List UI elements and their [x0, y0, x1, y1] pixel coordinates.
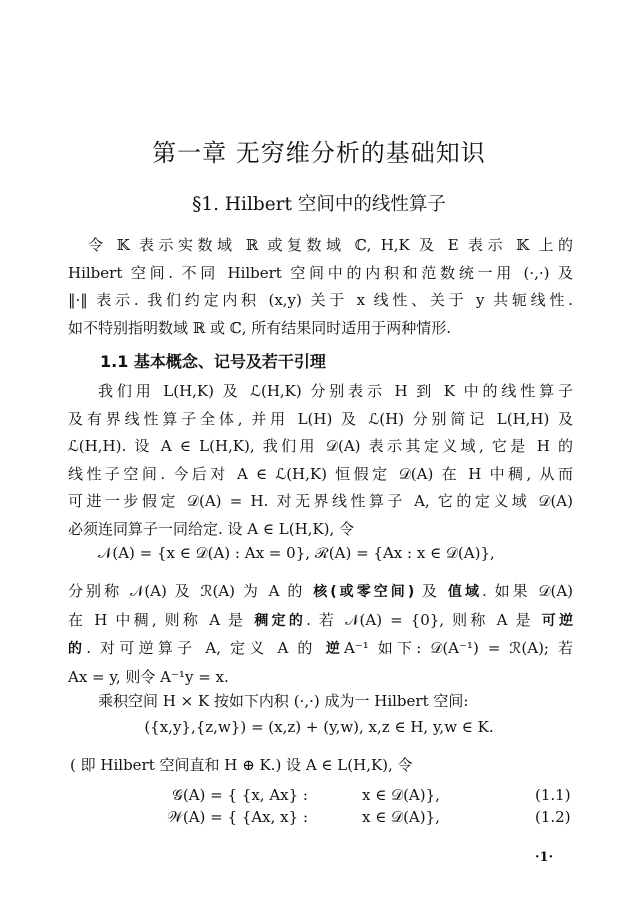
text-run: A⁻¹ 如下: 𝒟(A⁻¹) = ℛ(A); 若 — [343, 639, 574, 658]
para-line: 我们用 L(H,K) 及 ℒ(H,K) 分别表示 H 到 K 中的线性算子 — [98, 382, 573, 400]
text-run: 在 H 中稠, 则称 A 是 — [68, 610, 255, 629]
para-line — [68, 607, 573, 636]
equation-text: 𝒩(A) = {x ∈ 𝒟(A) : Ax = 0}, ℛ(A) = {Ax : x ∈ 𝒟(A)}, — [98, 544, 495, 562]
text-run: . 如果 𝒟(A) — [482, 582, 574, 600]
text-run: . 对可逆算子 A, 定义 A 的 — [86, 639, 326, 658]
para-line: ( 即 Hilbert 空间直和 H ⊕ K.) 设 A ∈ L(H,K), 令 — [70, 756, 413, 774]
intro-paragraph — [68, 232, 573, 342]
para-line: 乘积空间 H × K 按如下内积 (·,·) 成为一 Hilbert 空间: — [98, 692, 469, 710]
text-run: 及 — [414, 582, 448, 600]
para-line: 线性子空间. 今后对 A ∈ ℒ(H,K) 恒假定 𝒟(A) 在 H 中稠, 从而 — [68, 464, 573, 483]
paragraph-4 — [70, 752, 575, 780]
para-line — [68, 635, 573, 664]
equation-number: (1.2) — [535, 808, 571, 826]
page-number: ·1· — [535, 850, 554, 865]
term-densely-defined: 稠定的 — [254, 612, 307, 629]
equation-product-inner: ({x,y},{z,w}) = (x,z) + (y,w), x,z ∈ H, y,w ∈ K. — [144, 718, 494, 736]
paragraph-2 — [68, 578, 573, 691]
subsection-title: 1.1 基本概念、记号及若干引理 — [100, 352, 326, 371]
equation-rhs: x ∈ 𝒟(A)}, — [362, 808, 440, 826]
para-line: 及有界线性算子全体, 并用 L(H) 及 ℒ(H) 分别简记 L(H,H) 及 — [68, 409, 573, 428]
intro-line: Hilbert 空间. 不同 Hilbert 空间中的内积和范数统一用 (·,·) 及 — [68, 263, 573, 282]
intro-line: 令 𝕂 表示实数域 ℝ 或复数域 ℂ, H,K 及 E 表示 𝕂 上的 — [88, 236, 573, 254]
equation-rhs: x ∈ 𝒟(A)}, — [362, 786, 440, 804]
intro-line: 如不特别指明数域 ℝ 或 ℂ, 所有结果同时适用于两种情形. — [68, 318, 452, 337]
term-invertible-end: 的 — [68, 641, 87, 658]
term-kernel: 核(或零空间) — [313, 584, 415, 600]
text-run: 分别称 𝒩(A) 及 ℛ(A) 为 A 的 — [68, 582, 314, 600]
equation-number: (1.1) — [535, 786, 571, 804]
text-run: . 若 𝒩(A) = {0}, 则称 A 是 — [306, 610, 542, 629]
para-line: 必须连同算子一同给定. 设 A ∈ L(H,K), 令 — [68, 519, 355, 538]
para-line: ℒ(H,H). 设 A ∈ L(H,K), 我们用 𝒟(A) 表示其定义域, 它是 H 的 — [68, 437, 573, 456]
para-line: 可进一步假定 𝒟(A) = H. 对无界线性算子 A, 它的定义域 𝒟(A) — [68, 492, 573, 511]
paragraph-1 — [68, 378, 573, 544]
para-line: Ax = y, 则令 A⁻¹y = x. — [68, 667, 229, 686]
term-range: 值域 — [447, 584, 483, 600]
equation-lhs: 𝒲(A) = { {Ax, x} : — [167, 808, 308, 826]
equation-lhs: 𝒢(A) = { {x, Ax} : — [172, 786, 308, 804]
paragraph-3 — [68, 688, 573, 716]
term-invertible: 可逆 — [541, 612, 574, 629]
para-line — [68, 578, 573, 607]
term-inverse: 逆 — [325, 641, 344, 658]
chapter-title: 第一章 无穷维分析的基础知识 — [152, 139, 486, 167]
intro-line: ‖·‖ 表示. 我们约定内积 (x,y) 关于 x 线性、关于 y 共轭线性. — [68, 291, 573, 310]
section-title: §1. Hilbert 空间中的线性算子 — [192, 194, 446, 215]
